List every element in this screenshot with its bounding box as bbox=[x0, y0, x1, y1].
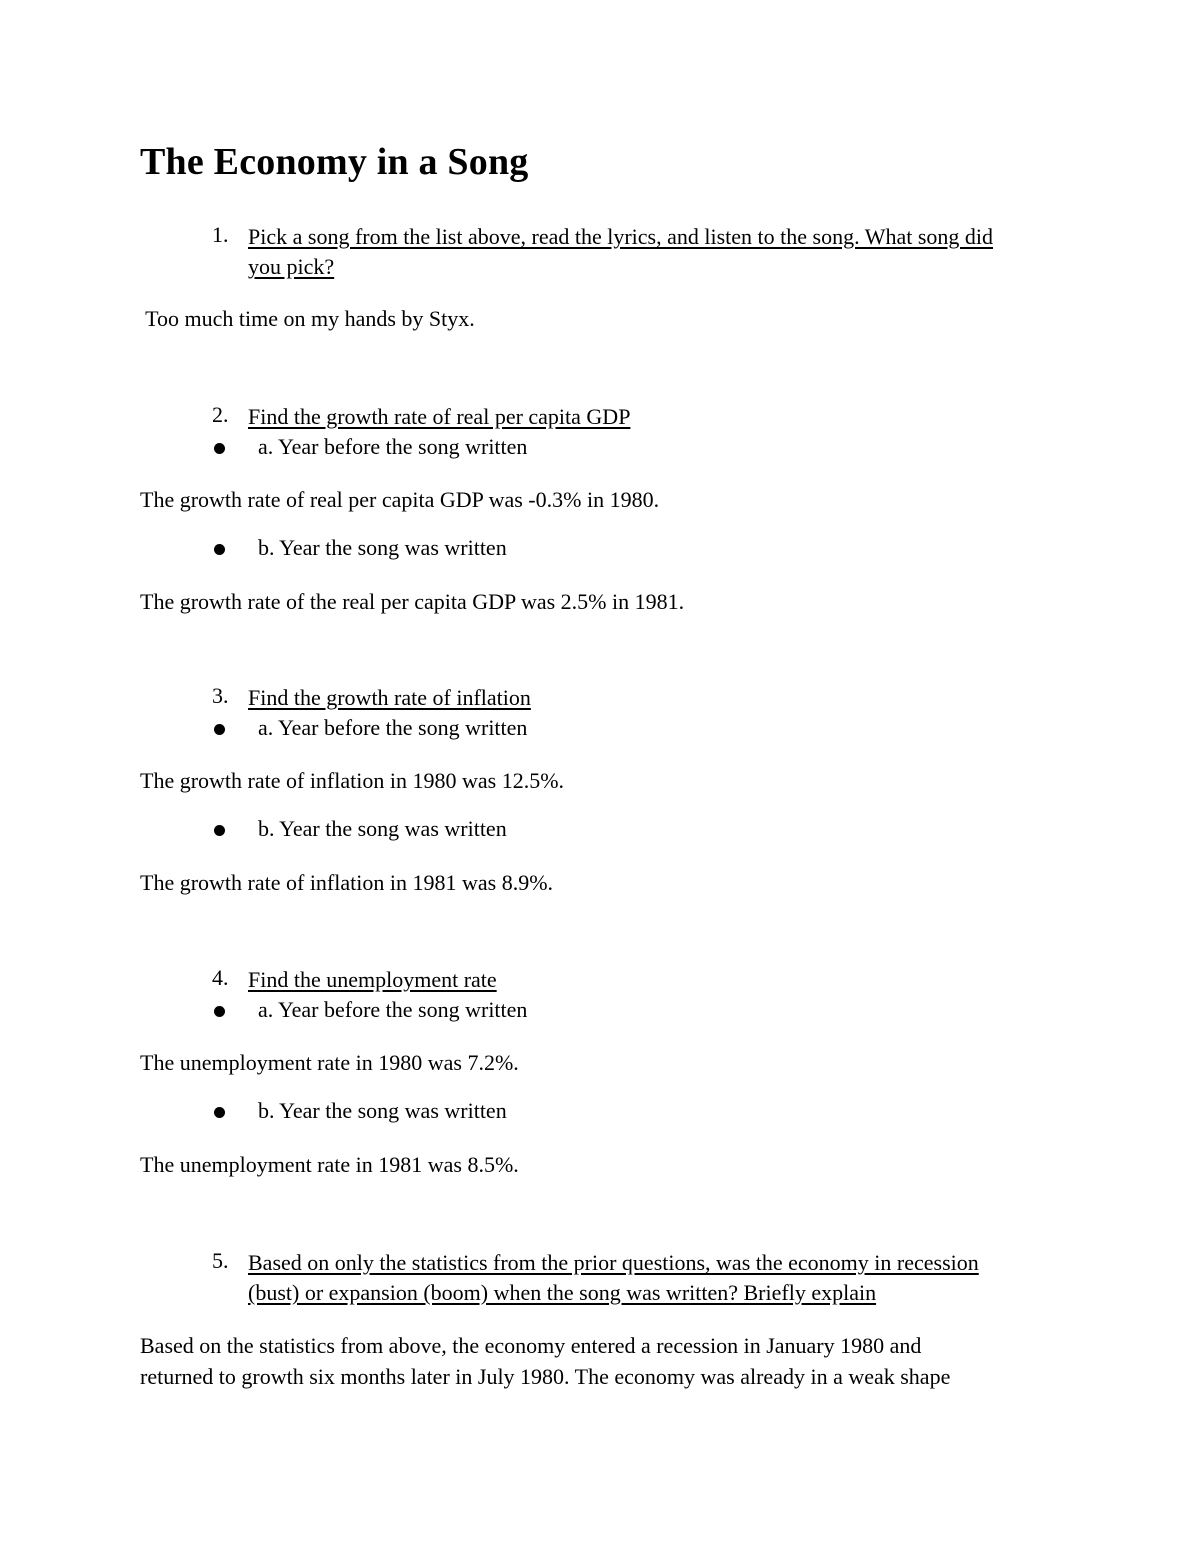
question-1-line-1: Pick a song from the list above, read the lyrics, and listen to the song. What song did bbox=[248, 224, 994, 249]
question-4a-answer: The unemployment rate in 1980 was 7.2%. bbox=[140, 1050, 519, 1075]
question-5-answer-line-2: returned to growth six months later in July 1980. The economy was already in a weak shape bbox=[140, 1364, 951, 1389]
question-5-answer bbox=[140, 1330, 950, 1392]
bullet-icon bbox=[214, 825, 225, 836]
question-2b-answer: The growth rate of the real per capita GDP was 2.5% in 1981. bbox=[140, 589, 685, 614]
question-5-answer-line-1: Based on the statistics from above, the economy entered a recession in January 1980 and bbox=[140, 1333, 922, 1358]
question-4-number: 4. bbox=[212, 965, 229, 990]
question-5-text bbox=[248, 1248, 979, 1308]
question-3-number: 3. bbox=[212, 683, 229, 708]
question-5-number: 5. bbox=[212, 1248, 229, 1273]
question-1-number: 1. bbox=[212, 222, 229, 247]
bullet-icon bbox=[214, 544, 225, 555]
question-5-line-2: (bust) or expansion (boom) when the song was written? Briefly explain bbox=[248, 1280, 877, 1305]
question-3a-label: a. Year before the song written bbox=[258, 715, 528, 740]
page-title: The Economy in a Song bbox=[140, 141, 529, 183]
question-2-text: Find the growth rate of real per capita GDP bbox=[248, 404, 631, 429]
question-4a-label: a. Year before the song written bbox=[258, 997, 528, 1022]
question-3b-label: b. Year the song was written bbox=[258, 816, 507, 841]
question-2a-label: a. Year before the song written bbox=[258, 434, 528, 459]
question-4b-answer: The unemployment rate in 1981 was 8.5%. bbox=[140, 1152, 519, 1177]
question-4-text: Find the unemployment rate bbox=[248, 967, 497, 992]
question-5-line-1: Based on only the statistics from the prior questions, was the economy in recession bbox=[248, 1250, 979, 1275]
question-4b-label: b. Year the song was written bbox=[258, 1098, 507, 1123]
bullet-icon bbox=[214, 1107, 225, 1118]
bullet-icon bbox=[214, 443, 225, 454]
bullet-icon bbox=[214, 1006, 225, 1017]
question-2b-label: b. Year the song was written bbox=[258, 535, 507, 560]
question-1-line-2: you pick? bbox=[248, 254, 335, 279]
question-3a-answer: The growth rate of inflation in 1980 was 12.5%. bbox=[140, 768, 565, 793]
question-3-text: Find the growth rate of inflation bbox=[248, 685, 531, 710]
question-1-text bbox=[248, 222, 993, 282]
question-1-answer: Too much time on my hands by Styx. bbox=[140, 306, 475, 331]
question-3b-answer: The growth rate of inflation in 1981 was 8.9%. bbox=[140, 870, 554, 895]
question-2a-answer: The growth rate of real per capita GDP was -0.3% in 1980. bbox=[140, 487, 660, 512]
question-2-number: 2. bbox=[212, 402, 229, 427]
bullet-icon bbox=[214, 724, 225, 735]
